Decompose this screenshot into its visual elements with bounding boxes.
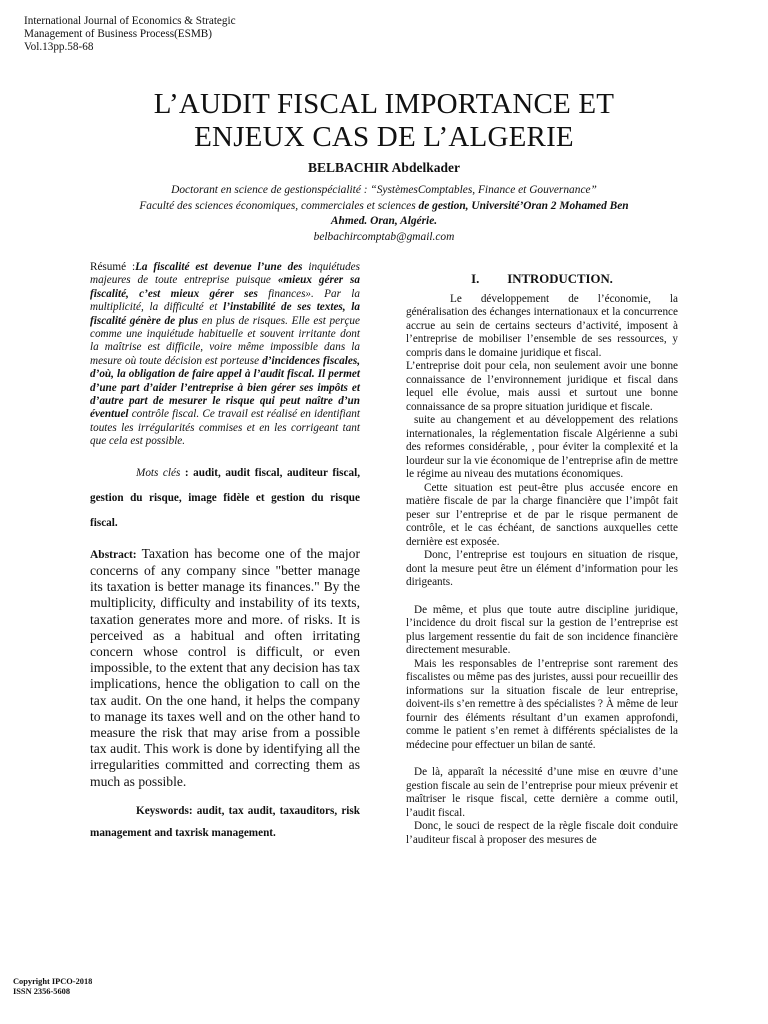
title-line-2: ENJEUX CAS DE L’ALGERIE xyxy=(194,121,574,153)
affiliation-line-3: Ahmed. Oran, Algérie. xyxy=(330,215,438,227)
abstract-text: Taxation has become one of the major concerns of any company since "better manage its taxation is better manage its finances." By the multiplicity, difficulty and instability of its texts, taxation generates more and more. of risks. It is perceived as a habitual and often irritating concern whose control is difficult, or even impossible, to the extent that any decision has tax implications, hence the obligation to call on the tax audit. On the one hand, it helps the company to manage its taxes well and on the other hand to measure the risk that may arise from a possible tax audit. This work is done by identifying all the irregularities committed and correcting them as much as possible. xyxy=(90,545,360,789)
resume-part-1: La fiscalité est devenue l’une des xyxy=(135,261,303,273)
journal-volume: Vol.13pp.58-68 xyxy=(24,41,94,53)
intro-paragraph-9: Donc, le souci de respect de la règle fiscale doit conduire l’auditeur fiscal à proposer des mesures de xyxy=(406,820,678,846)
keywords-fr-label: Mots clés xyxy=(136,466,181,479)
resume-label: Résumé : xyxy=(90,261,136,273)
copyright-notice: Copyright IPCO-2018 xyxy=(13,977,93,986)
journal-header xyxy=(24,15,324,54)
page-footer xyxy=(13,977,92,997)
resume-part-4: finances». Par la multiplicité, la difficulté et xyxy=(90,287,360,314)
section-number: I. xyxy=(471,272,480,286)
section-title: INTRODUCTION. xyxy=(507,272,613,286)
intro-paragraph-8: De là, apparaît la nécessité d’une mise en œuvre d’une gestion fiscale au sein de l’entreprise pour mieux prévenir et maîtriser le risque fiscal, cette dernière a comme outil, l’audit fiscal. xyxy=(406,766,678,819)
resume-paragraph xyxy=(90,261,360,449)
intro-paragraph-1: Le développement de l’économie, la généralisation des échanges internationaux et la concurrence accrue au sein de certains secteurs d’activité, imposent à l’entreprise de mobiliser l’ensemble de ses ressources, y compris dans le domaine juridique et fiscal. xyxy=(406,292,678,359)
journal-name-line-1: International Journal of Economics & Strategic xyxy=(24,15,236,27)
intro-paragraph-3: suite au changement et au développement des relations internationales, la réglementation fiscale Algérienne a subi des reformes considérable, , pour éviter la complexité et la lourdeur sur la vie économique de l’entreprise afin de mettre le régime au niveau des mutations économiques. xyxy=(406,414,678,480)
resume-body xyxy=(90,261,360,447)
intro-paragraph-2: L’entreprise doit pour cela, non seulement avoir une bonne connaissance de l’environnement juridique et fiscal dans lequel elle évolue, mais aussi et surtout une bonne connaissance de sa propre situation juridique et fiscale. xyxy=(406,360,678,413)
keywords-fr-text: : audit, audit fiscal, auditeur fiscal, gestion du risque, image fidèle et gestion du risque fiscal. xyxy=(90,466,360,529)
keywords-fr xyxy=(90,461,360,536)
paper-title xyxy=(60,88,708,154)
resume-part-5: l’instabilité de ses textes, la fiscalité génère de plus xyxy=(90,301,360,327)
resume-part-8: contrôle fiscal. Ce travail est réalisé en identifiant toutes les irrégularités commises et en les corrigeant tant que cela est possible. xyxy=(90,408,360,448)
resume-part-6: en plus de risques. Elle est perçue comme une inquiétude habituelle et souvent irritante dont la maîtrise est difficile, voire même impossible dans la mesure où toute décision est porteuse xyxy=(90,314,360,367)
resume-part-7: d’incidences fiscales, d’où, la obligation de faire appel à l’audit fiscal. Il permet d’une part d’aider l’entreprise à bien gérer ses impôts et d’autre part de mesurer le risque qui peut naître d’un éventuel xyxy=(90,354,360,421)
title-line-1: L’AUDIT FISCAL IMPORTANCE ET xyxy=(153,88,615,120)
section-heading xyxy=(406,273,678,287)
intro-paragraph-4: Cette situation est peut-être plus accusée encore en matière fiscale de par la charge financière que l’impôt fait peser sur l’entreprise et de par le risque permanent de contrôle, et le cas échéant, de sanctions auxquelles cette dernière est exposée. xyxy=(406,481,678,548)
keywords-en: Keyswords: audit, tax audit, taxauditors, risk management and taxrisk management. xyxy=(90,804,360,839)
intro-paragraph-7: Mais les responsables de l’entreprise sont rarement des fiscalistes ou même pas des juristes, aussi pour recueillir des informations sur la situation fiscale de leur entreprise, doivent-ils s’en remettre à des spécialistes ? À même de leur fournir des éléments résultant d’un examen approfondi, comme le patient s’en remet à différents spécialistes de la médecine pour effectuer un bilan de santé. xyxy=(406,657,678,751)
left-column xyxy=(90,261,360,844)
affiliation-faculty: Faculté des sciences économiques, commerciales et sciences xyxy=(139,199,419,212)
affiliation-block xyxy=(80,183,688,245)
abstract-label: Abstract: xyxy=(90,548,137,561)
resume-part-3: «mieux gérer sa fiscalité, c’est mieux gérer ses xyxy=(90,274,360,300)
abstract-paragraph xyxy=(90,546,360,790)
affiliation-university: de gestion, Université’Oran 2 Mohamed Ben xyxy=(418,199,629,212)
journal-name-line-2: Management of Business Process(ESMB) xyxy=(24,28,212,40)
intro-paragraph-6: De même, et plus que toute autre discipline juridique, l’incidence du droit fiscal sur la gestion de l’entreprise est plus largement ressentie du fait de son incidence financière directement mesurable. xyxy=(406,603,678,656)
resume-part-2: inquiétudes majeures de toute entreprise puisque xyxy=(90,261,360,287)
affiliation-line-2 xyxy=(80,199,688,215)
right-column xyxy=(406,273,678,847)
author-name: BELBACHIR Abdelkader xyxy=(308,160,460,175)
issn-number: ISSN 2356-5608 xyxy=(13,987,71,996)
author-email: belbachircomptab@gmail.com xyxy=(313,230,455,243)
intro-paragraph-5: Donc, l’entreprise est toujours en situation de risque, dont la mesure peut être un élément d’information pour les dirigeants. xyxy=(406,549,678,588)
affiliation-line-1: Doctorant en science de gestionspécialité : “SystèmesComptables, Finance et Gouvernance” xyxy=(171,184,597,196)
